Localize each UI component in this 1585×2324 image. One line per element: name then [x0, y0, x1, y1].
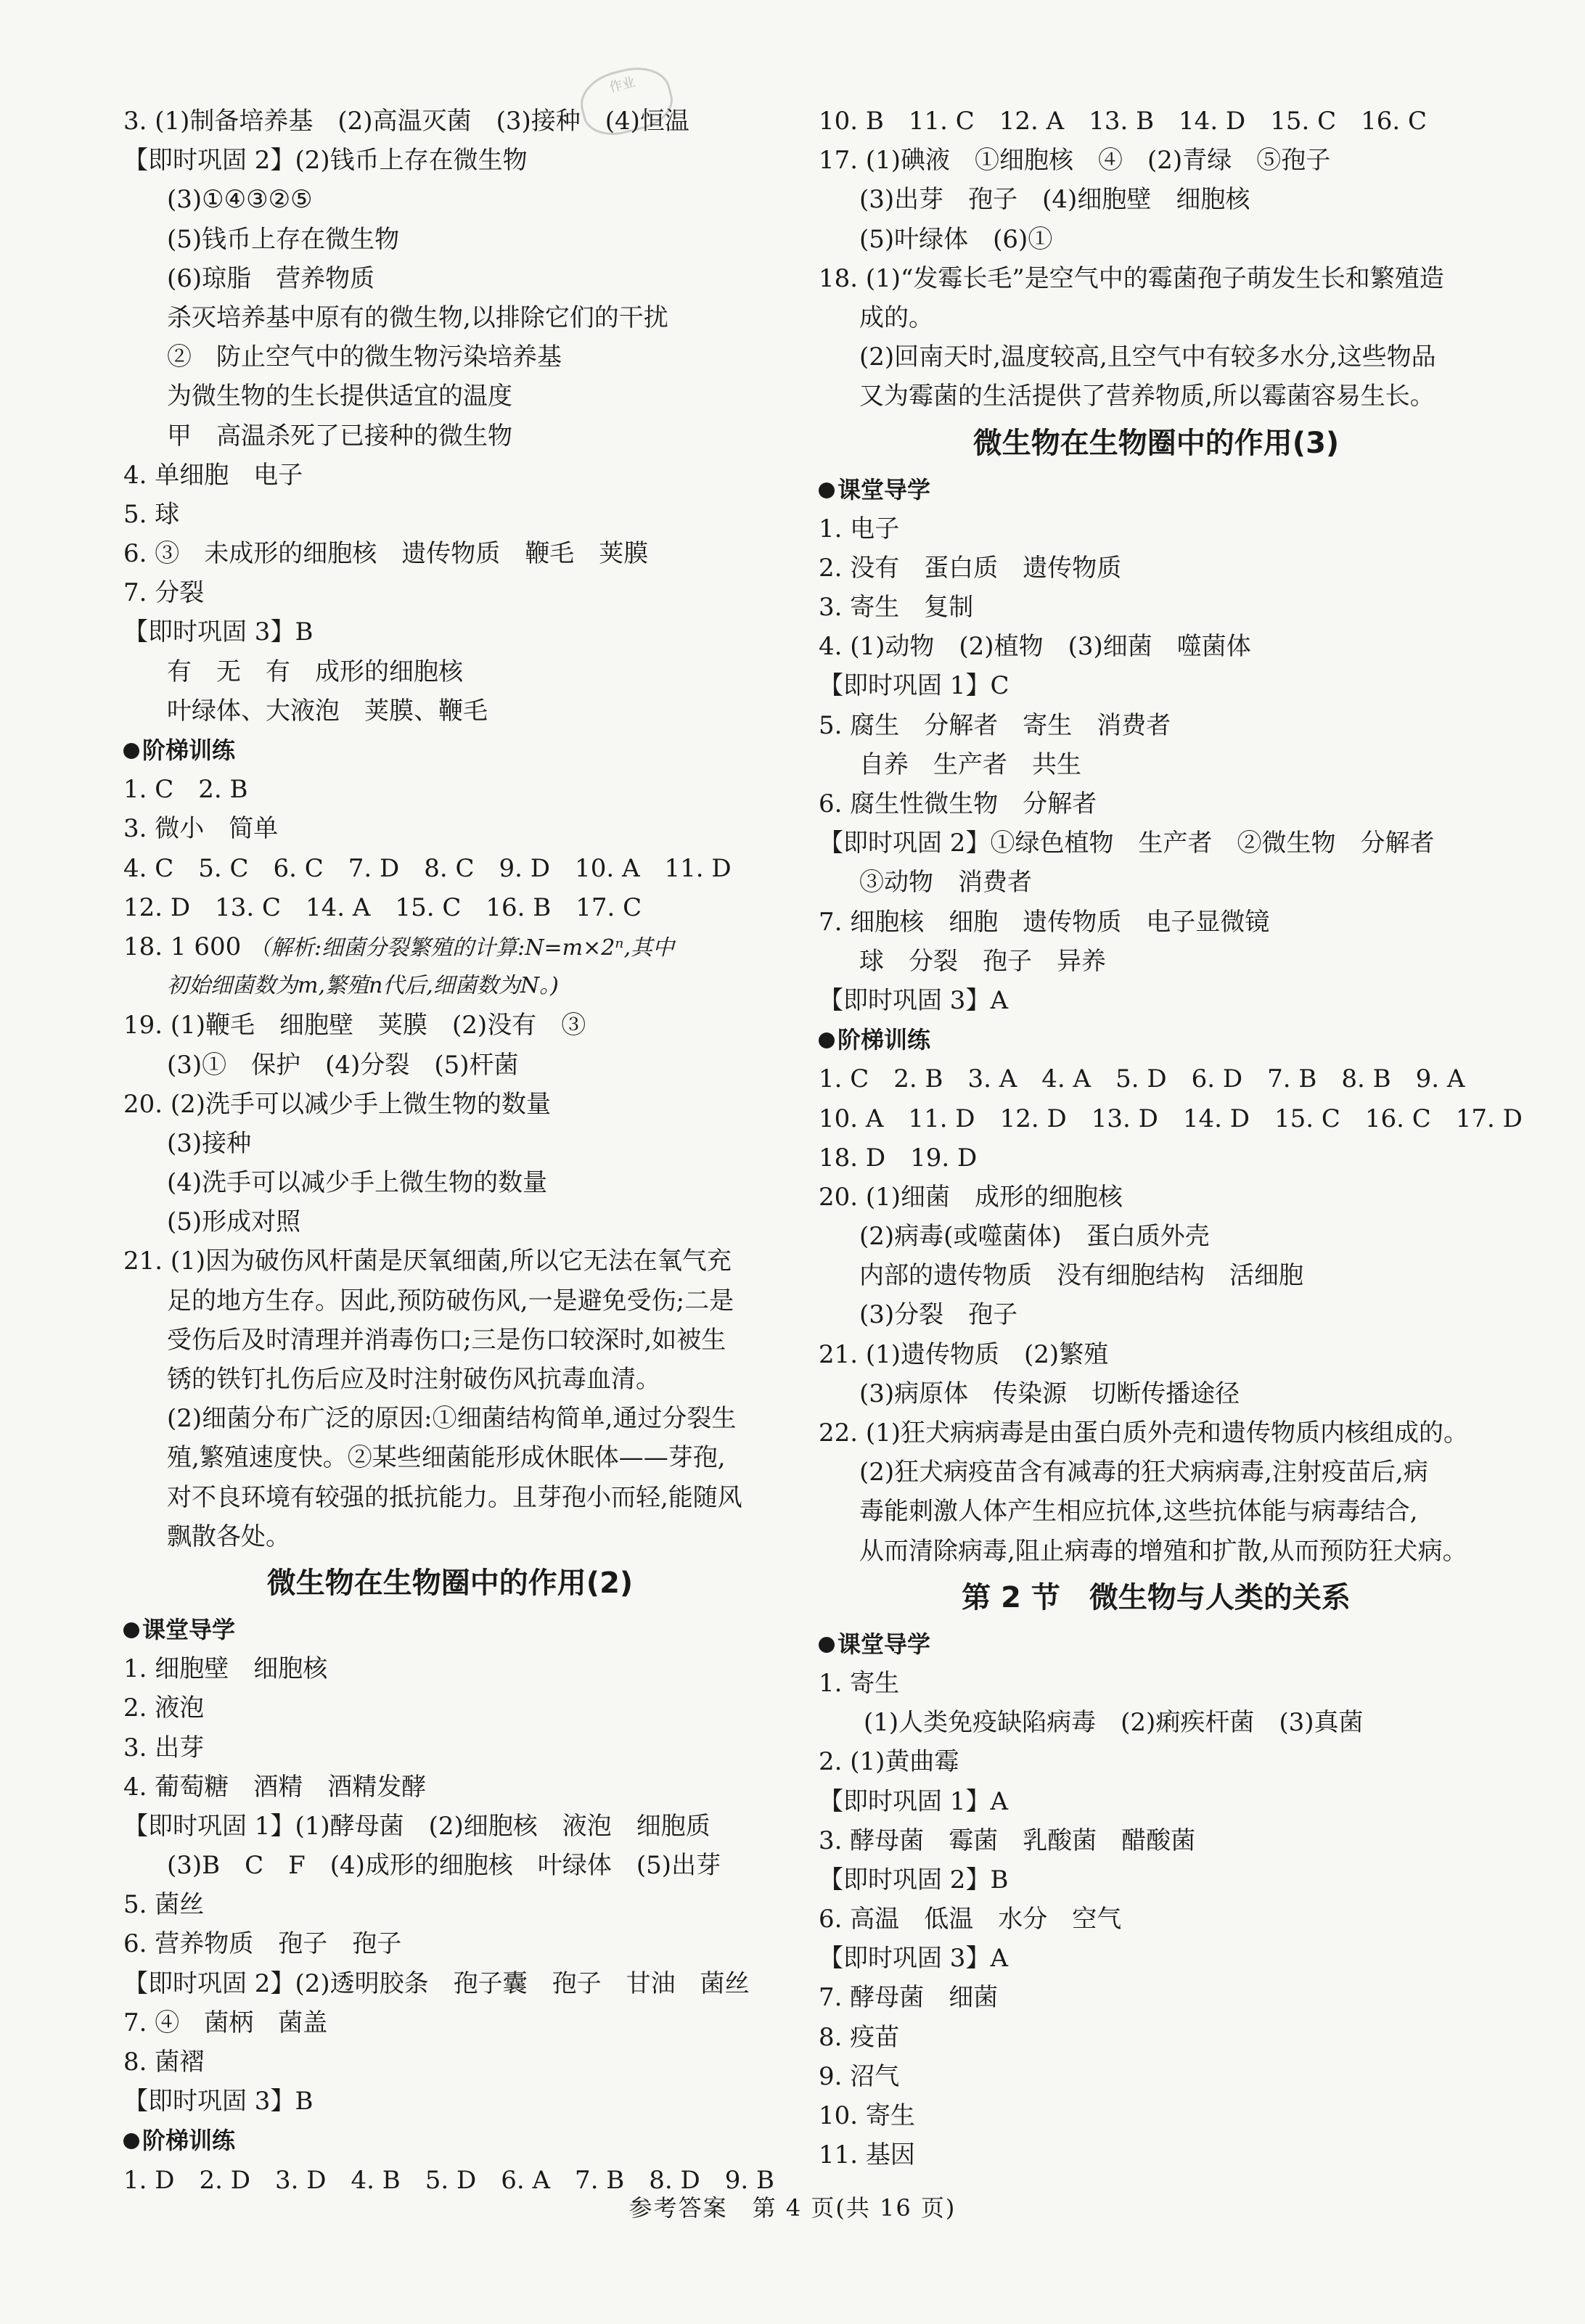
- section-title: 微生物在生物圈中的作用(3): [972, 426, 1340, 460]
- answer-line: 【即时巩固 1】C: [819, 671, 1009, 701]
- answer-line: 8. 菌褶: [123, 2048, 205, 2077]
- answer-line: 9. 沼气: [819, 2061, 900, 2091]
- ladder-training-heading: 阶梯训练: [123, 731, 777, 770]
- answer-line: 【即时巩固 2】(2)透明胶条 孢子囊 孢子 甘油 菌丝: [123, 1968, 750, 1998]
- answer-line: 4. 单细胞 电子: [123, 460, 303, 490]
- answer-line: (1)人类免疫缺陷病毒 (2)痢疾杆菌 (3)真菌: [864, 1708, 1364, 1738]
- answer-line: 12. D 13. C 14. A 15. C 16. B 17. C: [123, 892, 642, 922]
- ladder-training-heading: 阶梯训练: [123, 2121, 777, 2160]
- answer-line: (3)①④③②⑤: [167, 185, 313, 215]
- section-title: 第 2 节 微生物与人类的关系: [962, 1580, 1351, 1614]
- answer-line: 20. (2)洗手可以减少手上微生物的数量: [123, 1089, 552, 1119]
- answer-line: 有 无 有 成形的细胞核: [167, 657, 463, 686]
- answer-line: (5)叶绿体 (6)①: [859, 224, 1053, 254]
- classroom-guide-heading: 课堂导学: [819, 1625, 1494, 1664]
- answer-line: 17. (1)碘液 ①细胞核 ④ (2)青绿 ⑤孢子: [819, 146, 1331, 176]
- answer-line: 对不良环境有较强的抵抗能力。且芽孢小而轻,能随风: [167, 1482, 742, 1512]
- left-column: [123, 102, 777, 2200]
- section-title: 微生物在生物圈中的作用(2): [266, 1566, 634, 1600]
- ladder-training-heading: 阶梯训练: [819, 1020, 1494, 1059]
- answer-line-18: [123, 927, 777, 966]
- answer-line: 10. A 11. D 12. D 13. D 14. D 15. C 16. C 17. D: [819, 1104, 1523, 1133]
- answer-line: 7. 分裂: [123, 578, 205, 608]
- answer-line: ② 防止空气中的微生物污染培养基: [167, 342, 562, 372]
- answer-line: (3)① 保护 (4)分裂 (5)杆菌: [167, 1050, 519, 1080]
- answer-line: 5. 腐生 分解者 寄生 消费者: [819, 710, 1171, 740]
- answer-line: 20. (1)细菌 成形的细胞核: [819, 1182, 1123, 1212]
- answer-line: 4. 葡萄糖 酒精 酒精发酵: [123, 1772, 427, 1802]
- answer-line: 2. (1)黄曲霉: [819, 1747, 959, 1777]
- answer-line: (3)病原体 传染源 切断传播途径: [859, 1379, 1240, 1408]
- answer-line: (4)洗手可以减少手上微生物的数量: [167, 1168, 548, 1198]
- answer-line: 殖,繁殖速度快。②某些细菌能形成休眠体——芽孢,: [167, 1443, 726, 1473]
- answer-line: 11. 基因: [819, 2140, 915, 2170]
- answer-line: ③动物 消费者: [859, 868, 1032, 898]
- answer-line: (5)形成对照: [167, 1207, 301, 1237]
- answer-line: 【即时巩固 3】B: [123, 2087, 314, 2116]
- answer-line: 从而清除病毒,阻止病毒的增殖和扩散,从而预防狂犬病。: [859, 1536, 1467, 1566]
- answer-line: 6. 高温 低温 水分 空气: [819, 1905, 1122, 1934]
- answer-line: 【即时巩固 2】①绿色植物 生产者 ②微生物 分解者: [819, 829, 1435, 858]
- answer-line: (3)接种: [167, 1128, 252, 1158]
- answer-line: 7. 酵母菌 细菌: [819, 1983, 999, 2013]
- answer-line: 6. 营养物质 孢子 孢子: [123, 1929, 402, 1959]
- answer-line: 22. (1)狂犬病病毒是由蛋白质外壳和遗传物质内核组成的。: [819, 1418, 1469, 1448]
- answer-line: 5. 菌丝: [123, 1890, 205, 1920]
- answer-line: (2)狂犬病疫苗含有减毒的狂犬病病毒,注射疫苗后,病: [859, 1458, 1428, 1487]
- answer-line: 1. C 2. B: [123, 775, 248, 805]
- answer-line: 飘散各处。: [167, 1522, 290, 1551]
- q18-explanation: （解析:细菌分裂繁殖的计算:N=m×2ⁿ,其中: [249, 935, 674, 961]
- answer-line: 【即时巩固 2】B: [819, 1865, 1009, 1894]
- classroom-guide-heading: 课堂导学: [123, 1610, 777, 1649]
- answer-line: 自养 生产者 共生: [859, 750, 1081, 779]
- answer-line: (6)琼脂 营养物质: [167, 263, 375, 293]
- answer-line: (3)出芽 孢子 (4)细胞壁 细胞核: [859, 185, 1250, 215]
- answer-line: 4. (1)动物 (2)植物 (3)细菌 噬菌体: [819, 632, 1251, 662]
- answer-line: 【即时巩固 3】B: [123, 617, 314, 647]
- answer-line: 2. 没有 蛋白质 遗传物质: [819, 553, 1122, 583]
- answer-line: 为微生物的生长提供适宜的温度: [167, 382, 512, 411]
- answer-line: (3)B C F (4)成形的细胞核 叶绿体 (5)出芽: [167, 1851, 721, 1881]
- answer-line: 8. 疫苗: [819, 2022, 900, 2052]
- answer-line: 锈的铁钉扎伤后应及时注射破伤风抗毒血清。: [167, 1365, 660, 1394]
- answer-line: 7. 细胞核 细胞 遗传物质 电子显微镜: [819, 907, 1270, 937]
- answer-line: 10. 寄生: [819, 2101, 915, 2130]
- answer-line: 【即时巩固 1】A: [819, 1786, 1008, 1816]
- answer-line: (2)细菌分布广泛的原因:①细菌结构简单,通过分裂生: [167, 1404, 737, 1434]
- answer-line: 【即时巩固 3】A: [819, 985, 1008, 1015]
- answer-line: 叶绿体、大液泡 荚膜、鞭毛: [167, 696, 488, 726]
- answer-line: 内部的遗传物质 没有细胞结构 活细胞: [859, 1261, 1303, 1291]
- answer-line: 1. D 2. D 3. D 4. B 5. D 6. A 7. B 8. D 9. B: [123, 2165, 775, 2195]
- classroom-guide-heading: 课堂导学: [819, 470, 1494, 509]
- answer-line: 足的地方生存。因此,预防破伤风,一是避免受伤;二是: [167, 1286, 734, 1315]
- answer-line: 5. 球: [123, 499, 180, 529]
- watermark-stamp: 作业: [574, 59, 678, 142]
- answer-line: 6. ③ 未成形的细胞核 遗传物质 鞭毛 荚膜: [123, 539, 649, 569]
- answer-line: 杀灭培养基中原有的微生物,以排除它们的干扰: [167, 303, 668, 332]
- answer-line: 6. 腐生性微生物 分解者: [819, 789, 1097, 818]
- answer-line: 球 分裂 孢子 异养: [859, 946, 1106, 976]
- answer-line: 1. 电子: [819, 514, 900, 543]
- answer-line: 3. 出芽: [123, 1733, 205, 1762]
- answer-line: (3)分裂 孢子: [859, 1300, 1018, 1330]
- answer-line: 2. 液泡: [123, 1693, 205, 1723]
- answer-line: 毒能刺激人体产生相应抗体,这些抗体能与病毒结合,: [859, 1497, 1418, 1527]
- answer-line: 【即时巩固 2】(2)钱币上存在微生物: [123, 146, 528, 176]
- answer-line: 又为霉菌的生活提供了营养物质,所以霉菌容易生长。: [859, 382, 1435, 411]
- answer-line: 18. D 19. D: [819, 1143, 978, 1173]
- answer-line: 3. (1)制备培养基 (2)高温灭菌 (3)接种 (4)恒温: [123, 107, 689, 136]
- answer-line: (5)钱币上存在微生物: [167, 224, 400, 254]
- right-column: [819, 102, 1523, 2175]
- answer-line: 3. 酵母菌 霉菌 乳酸菌 醋酸菌: [819, 1826, 1196, 1855]
- answer-line: 受伤后及时清理并消毒伤口;三是伤口较深时,如被生: [167, 1325, 726, 1355]
- answer-line: 4. C 5. C 6. C 7. D 8. C 9. D 10. A 11. D: [123, 853, 732, 883]
- answer-line: (2)病毒(或噬菌体) 蛋白质外壳: [859, 1222, 1210, 1252]
- answer-line: 19. (1)鞭毛 细胞壁 荚膜 (2)没有 ③: [123, 1011, 586, 1040]
- answer-line: 18. (1)“发霉长毛”是空气中的霉菌孢子萌发生长和繁殖造: [819, 263, 1444, 293]
- answer-line: 1. 寄生: [819, 1668, 900, 1698]
- answer-line: 3. 微小 简单: [123, 814, 279, 844]
- q18-explanation-cont: 初始细菌数为m,繁殖n代后,细菌数为N。): [167, 973, 559, 999]
- q18-answer: 18. 1 600: [123, 932, 242, 961]
- answer-line: 1. 细胞壁 细胞核: [123, 1654, 328, 1684]
- page-footer: 参考答案 第 4 页(共 16 页): [628, 2194, 957, 2222]
- answer-line: 10. B 11. C 12. A 13. B 14. D 15. C 16. C: [819, 107, 1427, 136]
- answer-line: 【即时巩固 3】A: [819, 1944, 1008, 1974]
- answer-line: (2)回南天时,温度较高,且空气中有较多水分,这些物品: [859, 342, 1436, 372]
- answer-line: 21. (1)因为破伤风杆菌是厌氧细菌,所以它无法在氧气充: [123, 1247, 732, 1276]
- answer-line: 7. ④ 菌柄 菌盖: [123, 2008, 328, 2037]
- answer-line: 21. (1)遗传物质 (2)繁殖: [819, 1339, 1109, 1369]
- answer-line: 【即时巩固 1】(1)酵母菌 (2)细胞核 液泡 细胞质: [123, 1811, 710, 1841]
- answer-line: 成的。: [859, 303, 933, 332]
- answer-line: 1. C 2. B 3. A 4. A 5. D 6. D 7. B 8. B 9. A: [819, 1064, 1465, 1094]
- answer-line: 3. 寄生 复制: [819, 593, 974, 623]
- answer-line: 甲 高温杀死了已接种的微生物: [167, 421, 512, 451]
